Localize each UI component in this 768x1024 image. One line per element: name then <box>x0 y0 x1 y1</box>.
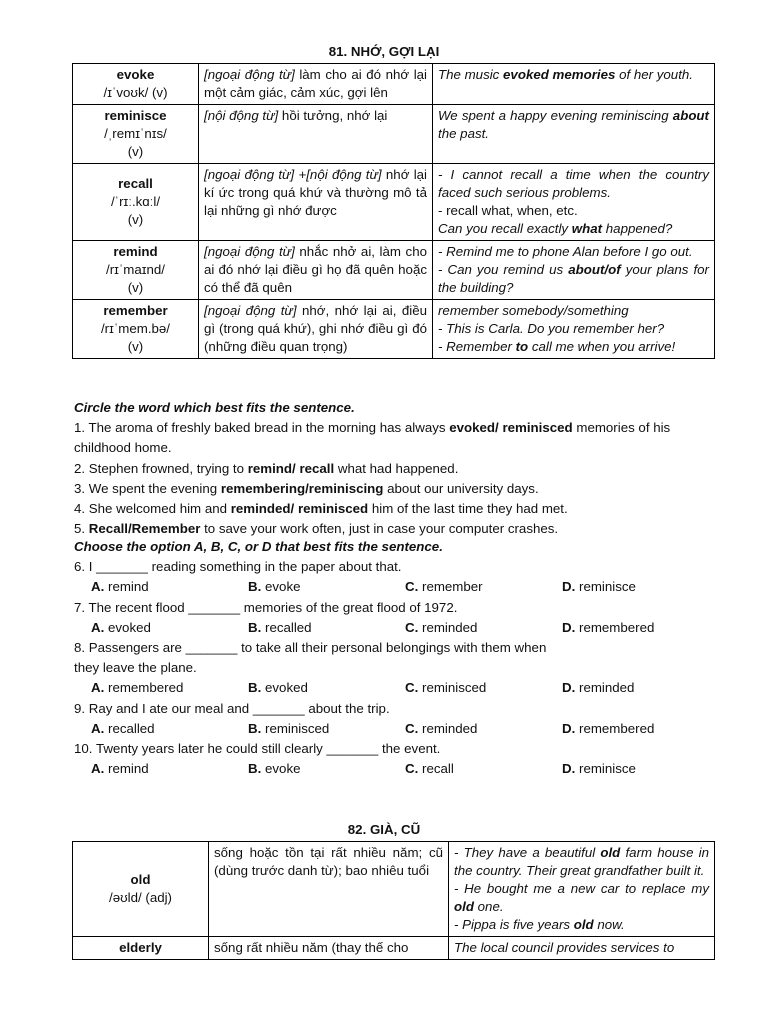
sentence-run: about our university days. <box>383 480 539 496</box>
option-text: remembered <box>579 720 655 736</box>
pronunciation: /rɪˈmaɪnd/ <box>106 262 165 277</box>
option-text: remembered <box>579 619 655 635</box>
example-run: of her youth. <box>615 67 693 82</box>
definition-text: hồi tưởng, nhớ lại <box>278 108 388 123</box>
example-cell <box>449 842 715 937</box>
option-text: reminisced <box>422 680 487 696</box>
example-sentence <box>438 107 709 143</box>
answer-options <box>74 719 719 739</box>
option-text: remind <box>108 761 149 777</box>
option-letter: C. <box>405 761 419 777</box>
option-letter: D. <box>562 761 576 777</box>
vocab-row-remind <box>73 241 715 300</box>
question-stem: they leave the plane. <box>74 660 197 676</box>
answer-option[interactable] <box>248 719 405 739</box>
option-text: evoked <box>108 619 151 635</box>
example-run: - Remind me to phone Alan before I go out. <box>438 244 693 259</box>
definition-cell <box>199 300 433 359</box>
definition-cell <box>199 241 433 300</box>
answer-options <box>74 678 719 698</box>
definition-cell <box>199 164 433 241</box>
question-stem: 9. Ray and I ate our meal and _______ about the trip. <box>74 700 390 716</box>
example-sentence <box>438 66 709 84</box>
example-sentence <box>438 320 709 338</box>
exercise-2-instruction: Choose the option A, B, C, or D that best fits the sentence. <box>74 539 443 554</box>
pronunciation: /ˈrɪː.kɑːl/ <box>110 194 161 209</box>
option-text: reminded <box>422 619 478 635</box>
example-run: now. <box>593 917 625 932</box>
answer-option[interactable] <box>248 618 405 638</box>
example-run: farm house in the country. Their great grandfather built it. <box>454 845 709 878</box>
part-of-speech-tag: [ngoại động từ] <box>204 67 295 82</box>
definition-text: nhớ, nhớ lại ai, điều gì (trong quá khứ), ghi nhớ điều gì đó (những điều quan trọng) <box>204 303 428 354</box>
example-sentence <box>454 844 709 880</box>
example-bold-run: about <box>672 108 709 123</box>
example-bold-run: old <box>454 899 474 914</box>
sentence-bold-run: Recall/Remember <box>88 521 201 537</box>
example-run: call me when you arrive! <box>528 339 676 354</box>
definition-cell <box>199 105 433 164</box>
headword: old <box>130 872 151 887</box>
example-run: - Pippa is five years <box>454 917 574 932</box>
sentence-run: 4. She welcomed him and <box>74 501 231 517</box>
vocab-row-evoke <box>73 64 715 105</box>
option-letter: B. <box>248 761 262 777</box>
option-text: reminisce <box>579 761 636 777</box>
part-of-speech-tag: [ngoại động từ] +[nội động từ] <box>204 167 382 182</box>
sentence-run: him of the last time they had met. <box>368 501 568 517</box>
example-cell <box>433 105 715 164</box>
answer-options <box>74 577 719 597</box>
headword: remember <box>103 303 168 318</box>
example-run: - Can you remind us <box>438 262 569 277</box>
headword: elderly <box>119 940 162 955</box>
example-cell <box>449 937 715 960</box>
option-text: reminisced <box>265 720 330 736</box>
vocab-row-remember <box>73 300 715 359</box>
option-letter: D. <box>562 619 576 635</box>
option-text: evoked <box>265 680 308 696</box>
question-stem: 10. Twenty years later he could still clearly _______ the event. <box>74 741 441 757</box>
section-82-title: 82. GIÀ, CŨ <box>347 822 421 837</box>
word-cell <box>73 300 199 359</box>
sentence-run: 3. We spent the evening <box>74 480 221 496</box>
example-cell <box>433 241 715 300</box>
option-letter: B. <box>248 619 262 635</box>
answer-options <box>74 618 719 638</box>
vocab-row-reminisce <box>73 105 715 164</box>
example-cell <box>433 300 715 359</box>
example-sentence <box>438 302 709 320</box>
answer-option[interactable] <box>248 759 405 779</box>
exercise-1-item <box>74 418 719 458</box>
definition-text: sống rất nhiều năm (thay thế cho <box>214 940 409 955</box>
answer-option[interactable] <box>91 678 248 698</box>
definition-text: nhắc nhở ai, làm cho ai đó nhớ lại điều gì họ đã quên hoặc có thể đã quên <box>204 244 427 295</box>
option-letter: B. <box>248 579 262 595</box>
vocab-table-82 <box>72 841 715 960</box>
answer-option[interactable] <box>405 719 562 739</box>
word-cell <box>73 164 199 241</box>
option-text: remembered <box>108 680 184 696</box>
example-cell <box>433 164 715 241</box>
answer-option[interactable] <box>562 618 719 638</box>
headword: remind <box>113 244 158 259</box>
example-run: - He bought me a new car to replace my <box>454 881 709 896</box>
answer-option[interactable] <box>248 577 405 597</box>
option-text: reminded <box>422 720 478 736</box>
definition-text: nhớ lại kí ức trong quá khứ và thường mô tả lại những gì nhớ được <box>204 167 427 218</box>
example-run: The music <box>438 67 504 82</box>
example-sentence <box>438 243 709 261</box>
headword: reminisce <box>104 108 167 123</box>
example-run: - This is Carla. Do you remember her? <box>438 321 665 336</box>
option-letter: A. <box>91 680 105 696</box>
pronunciation: (v) <box>127 212 144 227</box>
answer-option[interactable] <box>562 678 719 698</box>
example-sentence <box>454 939 709 957</box>
answer-option[interactable] <box>248 678 405 698</box>
vocab-table-81 <box>72 63 715 359</box>
example-bold-run: to <box>515 339 529 354</box>
sentence-run: what had happened. <box>334 460 459 476</box>
sentence-bold-run: remind/ recall <box>247 460 335 476</box>
example-bold-run: about/of <box>568 262 621 277</box>
option-letter: D. <box>562 680 576 696</box>
example-sentence <box>438 338 709 356</box>
answer-option[interactable] <box>91 577 248 597</box>
option-letter: C. <box>405 579 419 595</box>
example-run: - I cannot recall a time when the country faced such serious problems. <box>438 167 709 200</box>
word-cell <box>73 105 199 164</box>
example-bold-run: old <box>600 845 621 860</box>
example-run: remember somebody/something <box>438 303 629 318</box>
example-run: the past. <box>438 126 490 141</box>
option-text: recall <box>422 761 454 777</box>
example-sentence <box>438 220 709 238</box>
example-run: your plans for the building? <box>438 262 709 295</box>
option-text: remember <box>422 579 483 595</box>
example-run: The local council provides services to <box>454 940 675 955</box>
pronunciation: (v) <box>127 339 144 354</box>
word-cell <box>73 937 209 960</box>
sentence-bold-run: remembering/reminiscing <box>220 480 384 496</box>
answer-option[interactable] <box>405 577 562 597</box>
word-cell <box>73 64 199 105</box>
option-text: reminisce <box>579 579 636 595</box>
pronunciation: /əʊld/ (adj) <box>109 890 172 905</box>
vocab-row-old <box>73 842 715 937</box>
sentence-run: 1. The aroma of freshly baked bread in the morning has always <box>74 420 450 436</box>
pronunciation: /ɪˈvoʊk/ (v) <box>103 85 168 100</box>
sentence-bold-run: evoked/ reminisced <box>449 420 573 436</box>
answer-option[interactable] <box>91 719 248 739</box>
section-81-title: 81. NHỚ, GỢI LẠI <box>328 44 440 59</box>
example-run: - recall what, when, etc. <box>438 203 578 218</box>
option-letter: C. <box>405 720 419 736</box>
example-sentence <box>454 916 709 934</box>
option-letter: C. <box>405 619 419 635</box>
example-cell <box>433 64 715 105</box>
sentence-bold-run: reminded/ reminisced <box>230 501 369 517</box>
sentence-run: to save your work often, just in case your computer crashes. <box>200 521 559 537</box>
question-stem: 7. The recent flood _______ memories of the great flood of 1972. <box>74 599 458 615</box>
part-of-speech-tag: [ngoại động từ] <box>204 303 297 318</box>
option-text: recalled <box>265 619 312 635</box>
option-text: evoke <box>265 761 301 777</box>
example-sentence <box>438 261 709 297</box>
sentence-run: 5. <box>74 521 89 537</box>
part-of-speech-tag: [ngoại động từ] <box>204 244 295 259</box>
example-run: Can you recall exactly <box>438 221 572 236</box>
example-bold-run: what <box>571 221 603 236</box>
headword: evoke <box>116 67 155 82</box>
answer-option[interactable] <box>562 577 719 597</box>
option-letter: A. <box>91 720 105 736</box>
example-run: one. <box>473 899 504 914</box>
sentence-run: 2. Stephen frowned, trying to <box>74 460 248 476</box>
pronunciation: /ˌremɪˈnɪs/ <box>104 126 167 141</box>
definition-cell <box>209 842 449 937</box>
vocab-row-elderly <box>73 937 715 960</box>
pronunciation: (v) <box>127 280 144 295</box>
vocab-row-recall <box>73 164 715 241</box>
example-sentence <box>438 166 709 202</box>
example-run: We spent a happy evening reminiscing <box>438 108 673 123</box>
question-stem: 6. I _______ reading something in the paper about that. <box>74 559 402 575</box>
example-run: - Remember <box>438 339 516 354</box>
pronunciation: /rɪˈmem.bə/ <box>100 321 170 336</box>
exercise-1-instruction: Circle the word which best fits the sentence. <box>74 400 355 415</box>
option-letter: D. <box>562 579 576 595</box>
example-sentence <box>454 880 709 916</box>
option-text: recalled <box>108 720 155 736</box>
option-text: remind <box>108 579 149 595</box>
definition-cell <box>209 937 449 960</box>
part-of-speech-tag: [nội động từ] <box>204 108 279 123</box>
example-run: - They have a beautiful <box>454 845 601 860</box>
exercise-1-item <box>74 479 719 499</box>
option-text: reminded <box>579 680 635 696</box>
answer-option[interactable] <box>91 759 248 779</box>
exercise-1-item <box>74 499 719 519</box>
exercise-1-item <box>74 459 719 479</box>
option-text: evoke <box>265 579 301 595</box>
word-cell <box>73 241 199 300</box>
option-letter: A. <box>91 619 105 635</box>
example-bold-run: old <box>573 917 594 932</box>
example-run: happened? <box>602 221 673 236</box>
headword: recall <box>118 176 153 191</box>
definition-cell <box>199 64 433 105</box>
exercise-2 <box>74 537 719 779</box>
sentence-run: memories of his childhood home. <box>74 420 671 456</box>
answer-option[interactable] <box>405 618 562 638</box>
example-bold-run: evoked memories <box>503 67 616 82</box>
answer-option[interactable] <box>405 759 562 779</box>
definition-text: làm cho ai đó nhớ lại một cảm giác, cảm xúc, gợi lên <box>204 67 427 100</box>
answer-options <box>74 759 719 779</box>
option-letter: C. <box>405 680 419 696</box>
question-stem: 8. Passengers are _______ to take all their personal belongings with them when <box>74 640 547 656</box>
answer-option[interactable] <box>562 719 719 739</box>
definition-text: sống hoặc tồn tại rất nhiều năm; cũ (dùng trước danh từ); bao nhiêu tuổi <box>214 845 443 878</box>
option-letter: A. <box>91 579 105 595</box>
option-letter: B. <box>248 680 262 696</box>
option-letter: A. <box>91 761 105 777</box>
answer-option[interactable] <box>91 618 248 638</box>
pronunciation: (v) <box>127 144 144 159</box>
option-letter: D. <box>562 720 576 736</box>
example-sentence <box>438 202 709 220</box>
answer-option[interactable] <box>405 678 562 698</box>
word-cell <box>73 842 209 937</box>
option-letter: B. <box>248 720 262 736</box>
answer-option[interactable] <box>562 759 719 779</box>
exercise-1 <box>74 398 719 539</box>
